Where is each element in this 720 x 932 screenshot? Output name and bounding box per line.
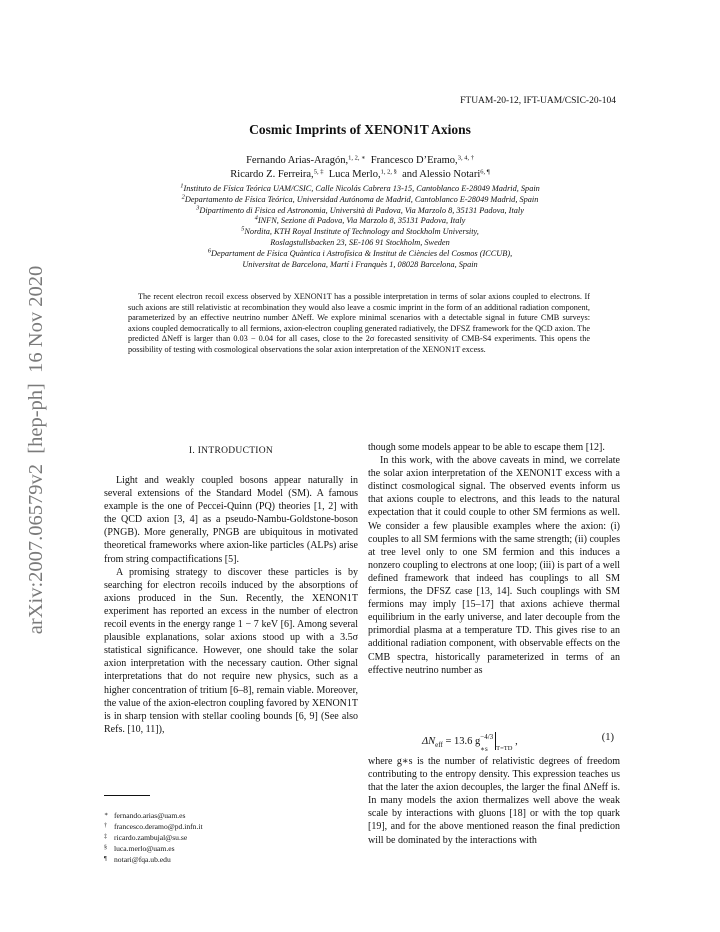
footnote — [104, 854, 358, 865]
affiliation — [80, 249, 640, 260]
paragraph: where g∗s is the number of relativistic degrees of freedom contributing to the entropy density. This expression teaches us that the later the axion decouples, the larger the final ΔNeff is. In many models the axion thermalizes well above the weak scale by interactions with gluons [18] or with the top quark [19], and for the above mentioned reason the final prediction will be dominated by the interactions with — [368, 756, 620, 846]
footnote-mark: § — [104, 845, 107, 852]
affiliation — [80, 260, 640, 271]
affiliation-mark: 3 — [196, 204, 200, 212]
author-name: Luca Merlo, — [328, 169, 381, 180]
author-marks: 1, 2, ∗ — [348, 154, 366, 162]
footnote-email: luca.merlo@uam.es — [114, 844, 175, 854]
author-name: Ricardo Z. Ferreira, — [230, 169, 314, 180]
paragraph: A promising strategy to discover these particles is by searching for electron recoils induced by the absorptions of axions produced in the Sun. Recently, the XENON1T experiment has reported an excess in the number of electron recoil events in the energy range 1 − 7 keV [6]. Among several plausible explanations, solar axions stood up with a 3.5σ statistical significance. However, one should take the solar axion interpretation with the necessary caution. Other signal interpretations that do not require new physics, such as a higher concentration of tritium [6–8], remain viable. Moreover, the value of the axion-electron coupling favored by XENON1T is in sharp tension with stellar cooling bounds [6, 9] (See also Refs. [10, 11]), — [104, 566, 358, 735]
equation-body — [422, 732, 518, 752]
footnote — [104, 821, 358, 832]
affiliation — [80, 227, 640, 238]
footnote-email: notari@fqa.ub.edu — [114, 855, 171, 865]
footnotes — [104, 810, 358, 865]
author-name: and Alessio Notari — [402, 169, 481, 180]
affiliation-text: Roslagstullsbacken 23, SE-106 91 Stockholm, Sweden — [270, 237, 450, 247]
paper-title: Cosmic Imprints of XENON1T Axions — [249, 122, 471, 137]
affiliation-text: INFN, Sezione di Padova, Via Marzolo 8, 35131 Padova, Italy — [257, 216, 466, 226]
footnote-email: francesco.deramo@pd.infn.it — [114, 822, 203, 832]
footnote — [104, 832, 358, 843]
left-column-text — [104, 474, 358, 736]
paragraph: though some models appear to be able to escape them [12]. — [368, 442, 605, 453]
affiliation — [80, 238, 640, 249]
arxiv-identifier: arXiv:2007.06579v2 [hep-ph] 16 Nov 2020 — [25, 265, 47, 635]
affiliation — [80, 184, 640, 195]
eq-evaluation-sub: T=TD — [496, 745, 513, 752]
eq-rhs: = 13.6 g — [442, 736, 481, 747]
footnote-mark: ∗ — [104, 812, 109, 818]
paragraph: Light and weakly coupled bosons appear naturally in several extensions of the Standard Model (SM). A famous example is the one of Peccei-Quinn (PQ) theories [1, 2] with the QCD axion [3, 4] as a pseudo-Nambu-Goldstone-boson (PNGB). More generally, PNGB are ubiquitous in motivated theoretical frameworks where axion-like particles (ALPs) arise from string compactifications [5]. — [104, 475, 358, 565]
affiliation-mark: 5 — [241, 225, 245, 233]
section-heading: I. INTRODUCTION — [188, 446, 274, 456]
affiliation — [80, 195, 640, 206]
author-name: Fernando Arias-Aragón, — [246, 155, 349, 166]
equation-1 — [368, 730, 620, 753]
affiliation-mark: 4 — [254, 214, 258, 222]
author-marks: 1, 2, § — [380, 168, 397, 176]
affiliation — [80, 216, 640, 227]
footnote-email: ricardo.zambujal@su.se — [114, 833, 188, 843]
footnote-mark: † — [104, 823, 107, 830]
author-line — [60, 154, 660, 168]
abstract: The recent electron recoil excess observed by XENON1T has a possible interpretation in terms of solar axions coupled to electrons. If such axions are still relativistic at recombination they would also leave a cosmic imprint in the form of an additional radiation component, parameterized by an effective neutrino number ΔNeff. We explore minimal scenarios with a detectable signal in future CMB surveys: axions coupled democratically to all fermions, axion-electron coupling generated radiatively, the DFSZ framework for the QCD axion. The predicted ΔNeff is larger than 0.03 − 0.04 for all cases, close to the 2σ forecasted sensitivity of CMB-S4 experiments. This opens the possibility of testing with cosmological observations the solar axion interpretation of the XENON1T excess. — [128, 292, 590, 354]
eq-tail: , — [512, 736, 518, 747]
affiliation-text: Departament de Física Quàntica i Astrofísica & Institut de Ciències del Cosmos (ICCUB), — [211, 248, 513, 258]
paragraph: In this work, with the above caveats in mind, we correlate the solar axion interpretation of the XENON1T excess with a distinct cosmological signal. The observed events inform us that axions couple to electrons, and this leads to the natural expectation that it could couple to other SM fermions as well. We consider a few plausible examples where the axion: (i) couples to all SM fermions with the same strength; (ii) couples at tree level only to one SM fermion and this induces a nonzero coupling to electrons at one loop; (iii) is part of a well defined framework that indeed has couplings to all SM fermions, the DFSZ case [13, 14]. Such couplings with SM fermions may imply [15–17] that axions achieve thermal equilibrium in the early universe, and later decouple from the primordial plasma at a temperature TD. This gives rise to an additional radiation component, with observable effects on the CMB spectra, historically parameterized in terms of an effective neutrino number as — [368, 455, 620, 676]
author-marks: 3, 4, † — [457, 154, 474, 162]
eq-lhs-sub: eff — [435, 741, 443, 750]
footnote — [104, 810, 358, 821]
footnote-mark: ¶ — [104, 856, 107, 863]
equation-number: (1) — [601, 732, 614, 743]
affiliation-mark: 1 — [180, 182, 184, 190]
eq-lhs: ΔN — [422, 736, 436, 747]
affiliation-text: Instituto de Física Teórica UAM/CSIC, Calle Nicolás Cabrera 13-15, Cantoblanco E-28049 Madrid, Spain — [183, 184, 540, 193]
author-marks: 6, ¶ — [480, 168, 490, 176]
footnote — [104, 843, 358, 854]
author-marks: 5, ‡ — [313, 168, 324, 176]
affiliation — [80, 206, 640, 217]
footnote-divider — [104, 795, 150, 796]
affiliation-text: Universitat de Barcelona, Martí i Franquès 1, 08028 Barcelona, Spain — [242, 259, 478, 269]
eq-g-sub: ∗s — [480, 745, 488, 753]
affiliation-text: Nordita, KTH Royal Institute of Technology and Stockholm University, — [244, 227, 479, 237]
author-list — [60, 154, 660, 182]
eq-exponent: −4/3 — [480, 733, 494, 741]
affiliation-mark: 6 — [207, 247, 212, 255]
affiliation-text: Departamento de Física Teórica, Universidad Autónoma de Madrid, Cantoblanco E-28049 Madrid, Spain — [184, 194, 539, 204]
footnote-email: fernando.arias@uam.es — [114, 811, 186, 820]
affiliation-mark: 2 — [181, 193, 185, 201]
report-number: FTUAM-20-12, IFT-UAM/CSIC-20-104 — [460, 96, 616, 106]
author-name: Francesco D’Eramo, — [370, 155, 458, 166]
affiliation-text: Dipartimento di Fisica ed Astronomia, Università di Padova, Via Marzolo 8, 35131 Padova, Italy — [199, 205, 524, 215]
right-column-continuation — [368, 755, 620, 847]
affiliation-list — [80, 184, 640, 270]
arxiv-side-stamp — [12, 240, 52, 660]
author-line — [60, 168, 660, 182]
right-column-text — [368, 441, 620, 677]
footnote-mark: ‡ — [104, 834, 107, 841]
